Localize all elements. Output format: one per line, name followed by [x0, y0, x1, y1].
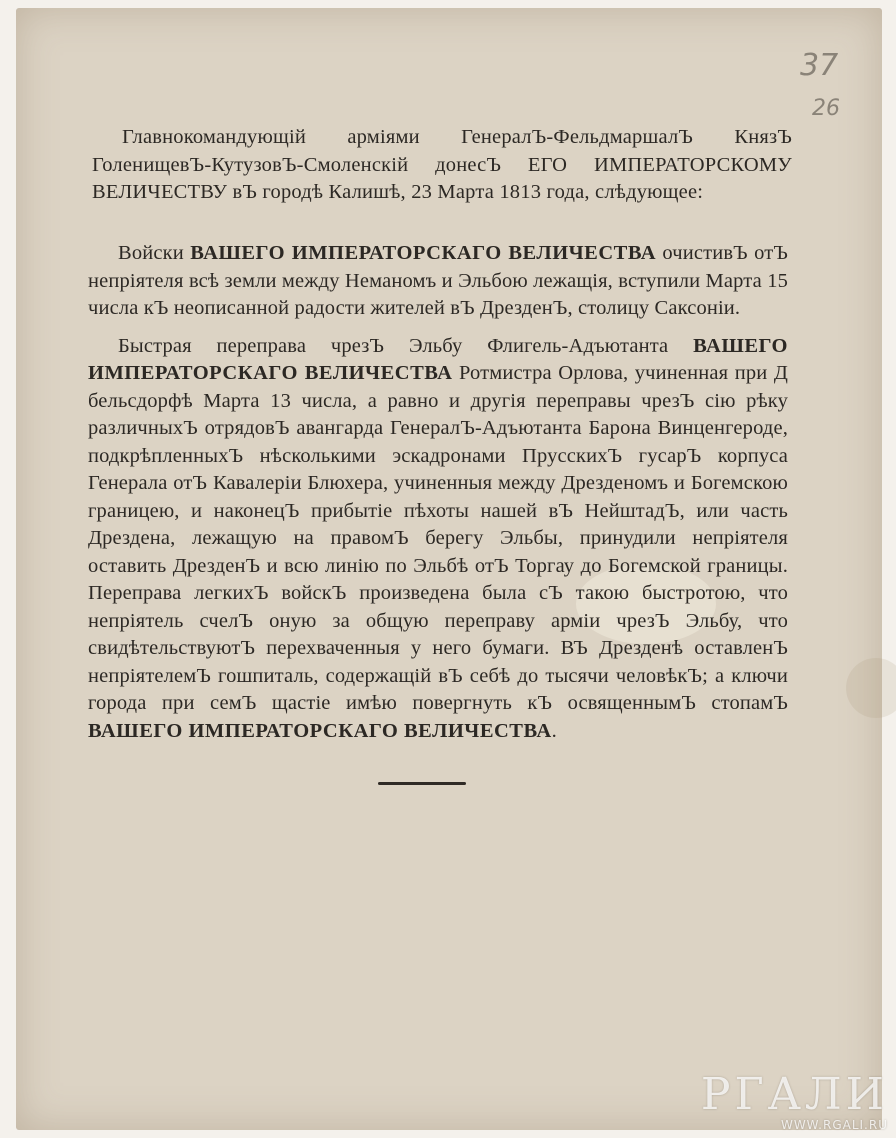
watermark-url: WWW.RGALI.RU: [780, 1118, 888, 1132]
document-body: [88, 240, 788, 755]
watermark-logo: РГАЛИ: [700, 1069, 888, 1120]
archive-watermark: [700, 1069, 888, 1132]
closing-rule: [378, 782, 466, 785]
paragraph-2-text: Быстрая переправа чрезЪ Эльбу Флигель-Адъютанта: [118, 334, 694, 357]
paragraph-2-text: .: [551, 719, 557, 742]
paragraph-2: [88, 333, 788, 746]
title-emphasis: ВАШЕГО ИМПЕРАТОРСКАГО ВЕЛИЧЕСТВА: [88, 334, 788, 384]
paragraph-2-text: Ротмистра Орлова, учиненная при Д бельсдорфѣ Марта 13 числа, а равно и другія переправы чрезЪ сію рѣку различныхЪ отрядовЪ авангарда ГенералЪ-Адъютанта Барона Винценгероде, подкрѣпленныхЪ нѣсколькими эскадронами ПрусскихЪ гусарЪ корпуса Генерала отЪ Кавалеріи Блюхера, учиненныя между Дрезденомъ и Богемскою границею, и наконецЪ прибытіе пѣхоты нашей вЪ НейштадЪ, или часть Дрездена, лежащую на правомЪ берегу Эльбы, принудили непріятеля оставить ДрезденЪ и всю линію по Эльбѣ отЪ Торгау до Богемской границы. Переправа легкихЪ войскЪ произведена была сЪ такою быстротою, что непріятель счелЪ оную за общую переправу арміи чрезЪ Эльбу, что свидѣтельствуютЪ перехваченныя у него бумаги. ВЪ Дрезденѣ оставленЪ непріятелемЪ гошпиталь, содержащій вЪ себѣ до тысячи человѣкЪ; а ключи города при семЪ щастіе имѣю повергнуть кЪ освященнымЪ стопамЪ: [88, 362, 788, 714]
paragraph-1: [88, 240, 788, 323]
title-emphasis: ВАШЕГО ИМПЕРАТОРСКАГО ВЕЛИЧЕСТВА: [190, 242, 657, 264]
paper-stain: [846, 658, 896, 718]
document-heading: Главнокомандующій арміями ГенералЪ-ФельдмаршалЪ КнязЪ ГоленищевЪ-КутузовЪ-Смоленскій донесЪ ЕГО ИМПЕРАТОРСКОМУ ВЕЛИЧЕСТВУ вЪ городѣ Калишѣ, 23 Марта 1813 года, слѣдующее:: [92, 126, 792, 203]
title-emphasis: ВАШЕГО ИМПЕРАТОРСКАГО ВЕЛИЧЕСТВА: [88, 719, 552, 742]
paragraph-1-text: Войски: [118, 242, 191, 264]
paragraph-1-text: очистивЪ отЪ непріятеля всѣ земли между Неманомъ и Эльбою лежащія, вступили Марта 15 числа кЪ неописанной радости жителей вЪ ДрезденЪ, столицу Саксоніи.: [88, 242, 788, 319]
folio-number-secondary: 26: [812, 96, 840, 121]
folio-number-primary: 37: [800, 48, 839, 83]
